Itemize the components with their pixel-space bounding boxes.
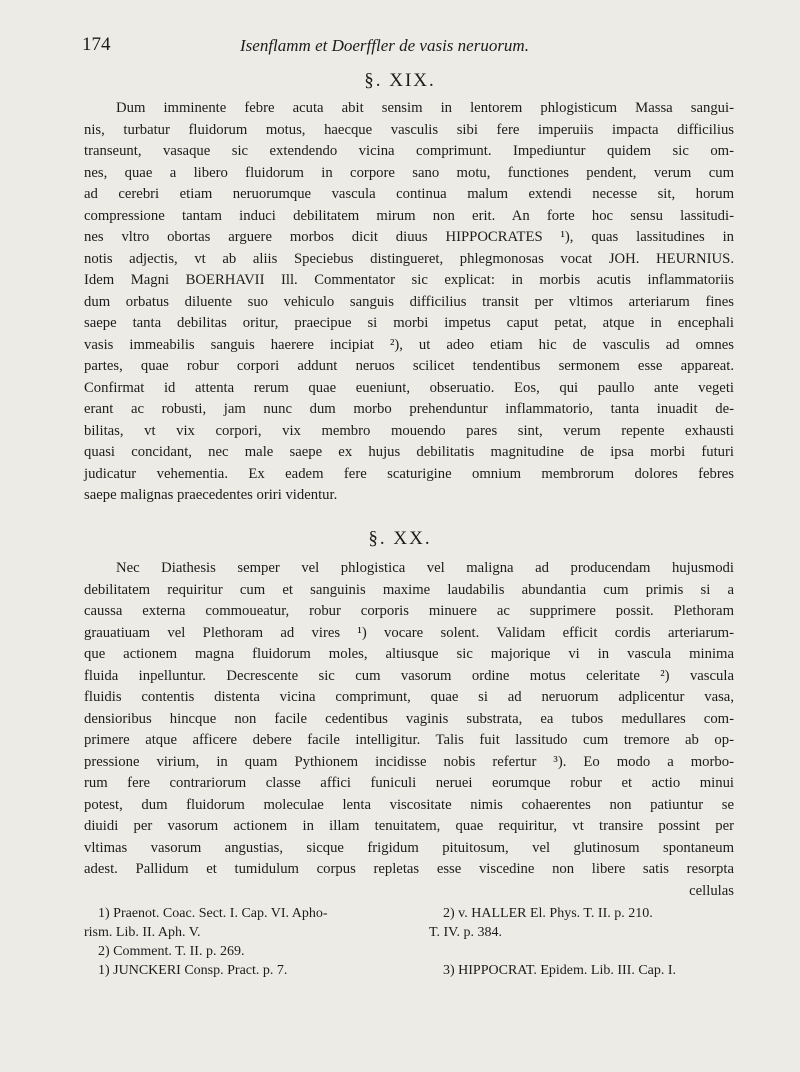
text-line: pressione virium, in quam Pythionem incidisse nobis refertur ³). Eo modo a morbo-	[84, 753, 734, 770]
catchword: cellulas	[689, 882, 734, 899]
text-line: transeunt, vasaque sic extendendo vicina comprimunt. Impediuntur quidem sic om-	[84, 143, 734, 159]
text-line: saepe tanta debilitas oritur, praecipue si morbi impetus caput petat, atque in encephali	[84, 315, 734, 331]
running-title: Isenflamm et Doerffler de vasis neruorum.	[240, 36, 529, 55]
text-line: notis adjectis, vt ab aliis Speciebus distingueret, phlegmonosas vocat JOH. HEURNIUS.	[84, 250, 734, 267]
text-line: Confirmat id attenta rerum quae eueniunt, obseruatio. Eos, qui paullo ante vegeti	[84, 379, 734, 396]
text-line: saepe malignas praecedentes oriri videntur.	[84, 487, 338, 503]
text-line: adest. Pallidum et tumidulum corpus repletas esse viscedine non libere satis resorpta	[84, 861, 734, 877]
text-line: vasis immeabilis sanguis haerere incipiat ²), ut adeo etiam hic de vasculis ad omnes	[84, 336, 734, 353]
footnote-line: T. IV. p. 384.	[429, 925, 502, 940]
footnote-line: 3) HIPPOCRAT. Epidem. Lib. III. Cap. I.	[443, 963, 677, 978]
text-line: nes, quae a libero fluidorum in corpore sano motu, functiones pendent, verum cum	[84, 164, 734, 181]
text-line: diuidi per vasorum actionem in illam tenuitatem, quae requiritur, vt transire possint per	[84, 818, 734, 834]
text-line: potest, dum fluidorum moleculae lenta viscositate nimis cohaerentes non patiuntur se	[84, 796, 734, 813]
page-header	[82, 34, 730, 60]
text-line: densioribus hincque non facile cedentibus vaginis substrata, ea tubos medullares com-	[84, 710, 734, 727]
text-line: compressione tantam induci debilitatem mirum non erit. An forte hoc sensu lassitudi-	[84, 207, 734, 224]
text-line: Dum imminente febre acuta abit sensim in lentorem phlogisticum Massa sangui-	[116, 100, 734, 116]
footnote-line: 2) Comment. T. II. p. 269.	[98, 944, 245, 959]
text-line: nis, turbatur fluidorum motus, haecque vasculis sibi fere imperuiis impacta difficilius	[84, 121, 734, 138]
text-line: fluidis contentis distenta vicina comprimunt, quae si ad neruorum adplicentur vasa,	[84, 689, 734, 705]
footnote-line: 1) Praenot. Coac. Sect. I. Cap. VI. Apho-	[98, 906, 328, 921]
footnote-line: 1) JUNCKERI Consp. Pract. p. 7.	[98, 963, 288, 978]
text-line: caussa externa commoueatur, robur corporis minuere ac supprimere possit. Plethoram	[84, 603, 734, 619]
text-line: rum fere contrariorum classe affici funiculi neruei eorumque robur et actio minui	[84, 775, 734, 791]
text-line: bilitas, vt vix corpori, vix membro mouendo pares sint, verum repente exhausti	[84, 422, 734, 439]
text-line: primere atque afficere debere facile intelligitur. Talis fuit lassitudo cum tremore ab op-	[84, 732, 734, 748]
paragraph-xx	[84, 558, 734, 902]
page-number: 174	[82, 34, 111, 55]
paragraph-xix	[84, 98, 734, 507]
text-line: Idem Magni BOERHAVII Ill. Commentator sic explicat: in morbis acutis inflammatoriis	[84, 272, 734, 288]
footnote-line: rism. Lib. II. Aph. V.	[84, 925, 201, 940]
text-line: ad cerebri etiam neruorumque vascula continua malum extendi necesse sit, horum	[84, 186, 734, 202]
footnotes-left-column	[84, 904, 404, 980]
text-line: que actionem magna fluidorum moles, altiusque sic majorique vi in vascula minima	[84, 646, 734, 662]
text-line: erant ac robusti, jam nunc dum morbo prehenduntur inflammatorio, tanta inuadit de-	[84, 401, 734, 417]
footnote-line: 2) v. HALLER El. Phys. T. II. p. 210.	[443, 906, 653, 921]
text-line: grauatiuam vel Plethoram ad vires ¹) vocare solent. Validam efficit cordis arteriarum-	[84, 624, 734, 641]
text-line: debilitatem requiritur cum et sanguinis maxime laudabilis abundantia cum primis si a	[84, 581, 734, 598]
footnotes	[84, 904, 734, 994]
footnotes-right-column	[429, 904, 734, 980]
text-line: partes, quae robur corpori addunt neruos scilicet tendentibus sermonem esse appareat.	[84, 358, 734, 374]
text-line: vltimas vasorum angustias, sicque frigidum pituitosum, vel glutinosum spontaneum	[84, 839, 734, 856]
text-line: quasi concidant, nec male saepe ex hujus debilitatis magnitudine de ipsa morbi futuri	[84, 444, 734, 460]
text-line: judicatur vehementia. Ex eadem fere scaturigine omnium membrorum dolores febres	[84, 465, 734, 482]
text-line: dum orbatus diluente suo vehiculo sanguis difficilius transit per vltimos arteriarum fines	[84, 293, 734, 310]
text-line: nes vltro obortas arguere morbos dicit diuus HIPPOCRATES ¹), quas lassitudines in	[84, 229, 734, 245]
text-line: fluida inpelluntur. Decrescente sic cum vasorum ordine motus celeritate ²) vascula	[84, 667, 734, 684]
section-heading-xix: §. XIX.	[364, 70, 436, 91]
section-heading-xx: §. XX.	[368, 528, 432, 549]
text-line: Nec Diathesis semper vel phlogistica vel maligna ad producendam hujusmodi	[116, 560, 734, 576]
